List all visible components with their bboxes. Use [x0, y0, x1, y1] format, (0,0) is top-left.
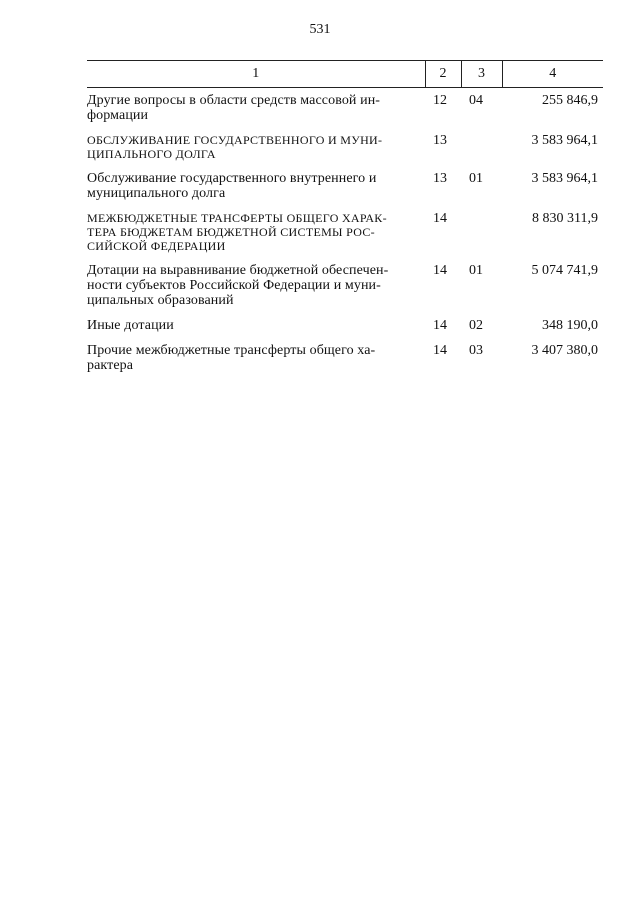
- row-name: [87, 88, 425, 130]
- row-subsection-code: 02: [469, 318, 483, 333]
- row-amount: 255 846,9: [542, 93, 598, 108]
- row-name-line: Дотации на выравнивание бюджетной обеспечен-: [87, 263, 389, 278]
- row-name-line: Обслуживание государственного внутреннего и: [87, 171, 377, 186]
- row-name: [87, 207, 425, 259]
- table-row: [87, 88, 603, 130]
- row-name-line: Прочие межбюджетные трансферты общего ха-: [87, 343, 376, 358]
- row-name: [87, 129, 425, 167]
- header-col-3: 3: [461, 61, 502, 88]
- row-amount: 3 583 964,1: [531, 171, 598, 186]
- row-name-line: Другие вопросы в области средств массовой ин-: [87, 93, 381, 108]
- row-name: [87, 167, 425, 207]
- row-amount: 8 830 311,9: [532, 211, 598, 226]
- table-header: [87, 61, 603, 88]
- row-section-code: 14: [433, 343, 447, 358]
- table-row: [87, 167, 603, 207]
- row-section-code: 12: [433, 93, 447, 108]
- row-name-line: МЕЖБЮДЖЕТНЫЕ ТРАНСФЕРТЫ ОБЩЕГО ХАРАК-: [87, 211, 387, 225]
- header-col-2: 2: [425, 61, 461, 88]
- row-section-code: 14: [433, 318, 447, 333]
- row-amount: 348 190,0: [542, 318, 598, 333]
- table-row: [87, 339, 603, 379]
- table-row: [87, 314, 603, 339]
- table-row: [87, 207, 603, 259]
- row-name: [87, 339, 425, 379]
- row-name-line: рактера: [87, 358, 134, 373]
- row-section-code: 14: [433, 211, 447, 226]
- row-name-line: ЦИПАЛЬНОГО ДОЛГА: [87, 147, 216, 161]
- row-name-line: муниципального долга: [87, 186, 226, 201]
- row-section-code: 13: [433, 133, 447, 148]
- row-subsection-code: 01: [469, 171, 483, 186]
- row-subsection-code: 03: [469, 343, 483, 358]
- row-name-line: ципальных образований: [87, 293, 234, 308]
- row-name-line: ТЕРА БЮДЖЕТАМ БЮДЖЕТНОЙ СИСТЕМЫ РОС-: [87, 225, 375, 239]
- row-amount: 3 583 964,1: [531, 133, 598, 148]
- table-row: [87, 129, 603, 167]
- table-row: [87, 259, 603, 314]
- row-section-code: 14: [433, 263, 447, 278]
- row-name-line: ности субъектов Российской Федерации и муни-: [87, 278, 381, 293]
- row-subsection-code: [461, 207, 502, 259]
- row-name-line: ОБСЛУЖИВАНИЕ ГОСУДАРСТВЕННОГО И МУНИ-: [87, 133, 383, 147]
- row-subsection-code: 01: [469, 263, 483, 278]
- budget-table: [87, 60, 603, 379]
- row-name-line: формации: [87, 108, 149, 123]
- row-name: [87, 259, 425, 314]
- row-name-line: СИЙСКОЙ ФЕДЕРАЦИИ: [87, 239, 226, 253]
- row-name-line: Иные дотации: [87, 318, 174, 333]
- row-amount: 5 074 741,9: [531, 263, 598, 278]
- header-row: [87, 61, 603, 88]
- row-subsection-code: 04: [469, 93, 483, 108]
- row-name: [87, 314, 425, 339]
- table-body: [87, 88, 603, 380]
- header-col-1: 1: [87, 61, 425, 88]
- row-section-code: 13: [433, 171, 447, 186]
- row-subsection-code: [461, 129, 502, 167]
- row-amount: 3 407 380,0: [531, 343, 598, 358]
- page-number: 531: [309, 22, 331, 37]
- header-col-4: 4: [502, 61, 603, 88]
